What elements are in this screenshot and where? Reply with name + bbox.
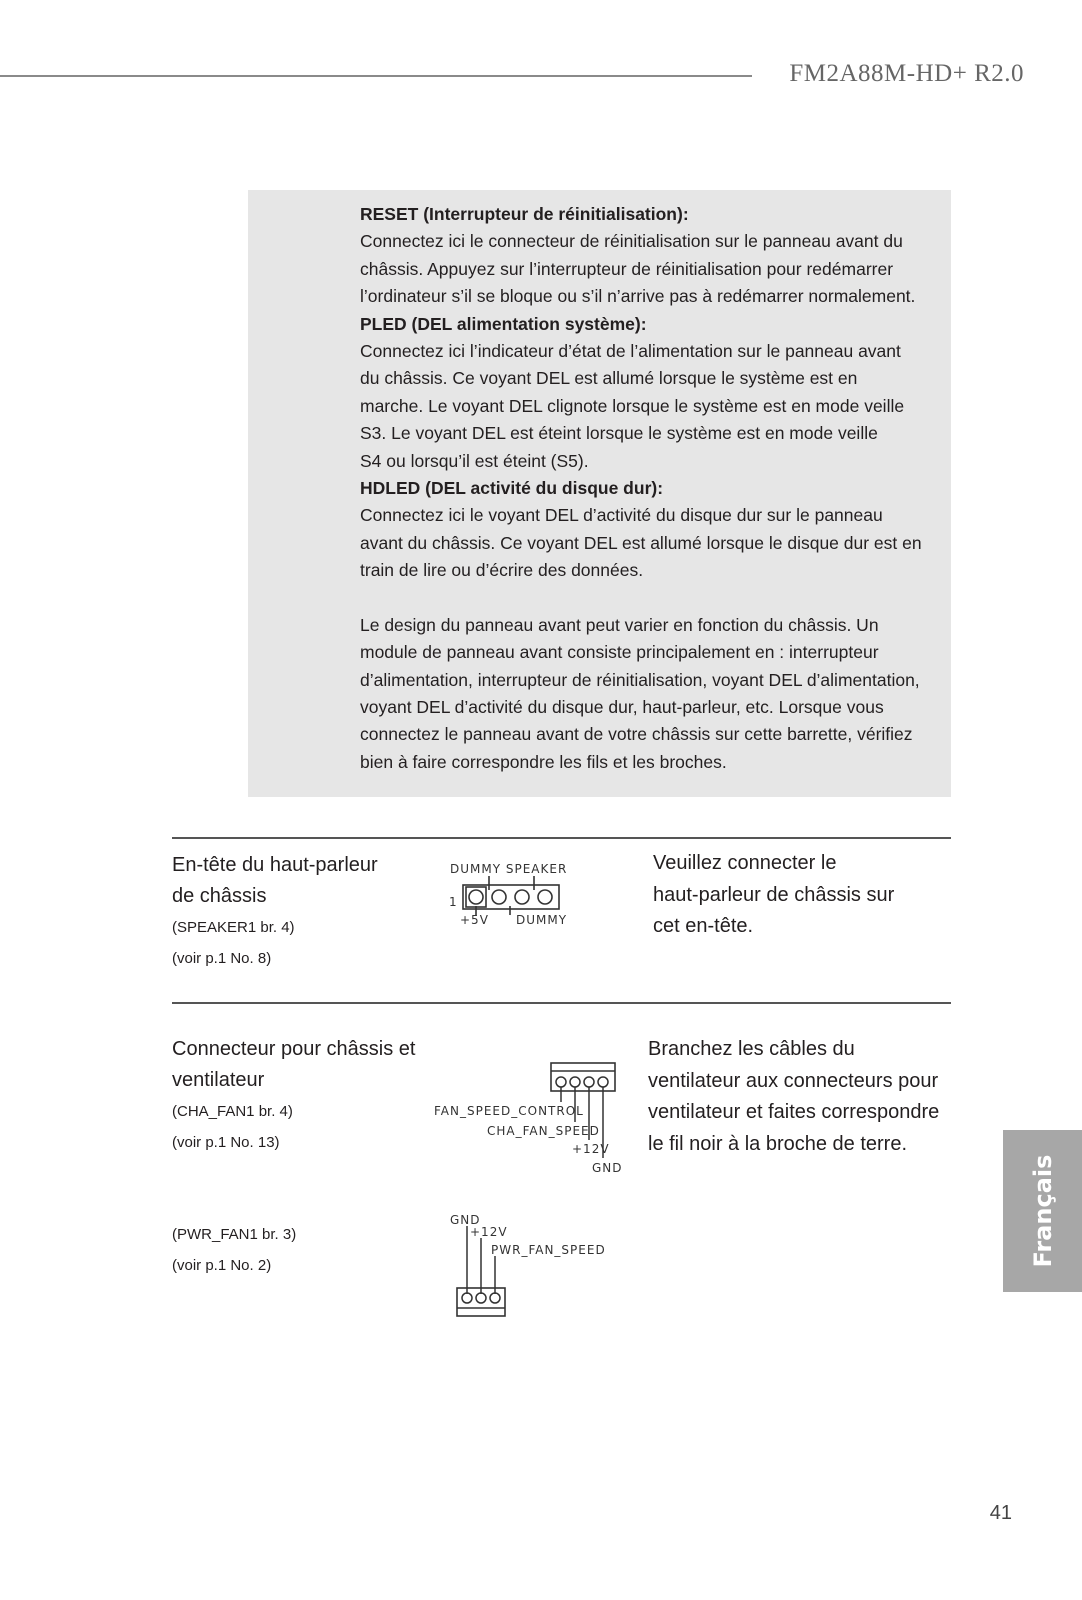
cha-fan-pin <box>598 1077 608 1087</box>
speaker-header-outline <box>463 885 559 909</box>
notes-text <box>360 201 960 776</box>
design-line: bien à faire correspondre les fils et les broches. <box>360 751 727 772</box>
design-line: module de panneau avant consiste principalement en : interrupteur <box>360 642 879 663</box>
speaker-title: En-tête du haut-parleur <box>172 854 378 876</box>
speaker-connector-diagram <box>462 884 562 914</box>
speaker-desc-line: cet en-tête. <box>653 915 754 937</box>
speaker-5v-label: +5V <box>460 913 489 927</box>
speaker-pin <box>492 890 506 904</box>
fan-title: ventilateur <box>172 1069 265 1091</box>
speaker-pin <box>538 890 552 904</box>
pwr-fan-page-ref: (voir p.1 No. 2) <box>172 1257 272 1274</box>
speaker-page-ref: (voir p.1 No. 8) <box>172 950 272 967</box>
pwr-fan-pin <box>490 1293 500 1303</box>
fan-desc-line: ventilateur et faites correspondre <box>648 1101 940 1123</box>
pwr-fan-gnd-label: GND <box>450 1213 481 1227</box>
model-name: FM2A88M-HD+ R2.0 <box>789 60 1024 87</box>
speaker-desc-line: haut-parleur de châssis sur <box>653 883 895 906</box>
cha-fan-speed-label: CHA_FAN_SPEED <box>487 1124 600 1138</box>
speaker-ref: (SPEAKER1 br. 4) <box>172 919 295 936</box>
fan-label <box>172 1034 452 1154</box>
pin1-label: 1 <box>449 895 458 909</box>
pwr-fan-pin <box>462 1293 472 1303</box>
speaker-pin <box>469 890 483 904</box>
fan-desc-line: ventilateur aux connecteurs pour <box>648 1069 939 1092</box>
pled-line: S4 ou lorsqu’il est éteint (S5). <box>360 450 589 471</box>
pwr-fan-12v-label: +12V <box>470 1225 508 1239</box>
hdled-line: avant du châssis. Ce voyant DEL est allumé lorsque le disque dur est en <box>360 532 922 553</box>
reset-line: Connectez ici le connecteur de réinitialisation sur le panneau avant du <box>360 231 903 252</box>
pwr-fan-connector-diagram <box>456 1226 516 1326</box>
paragraph-gap <box>360 585 960 612</box>
pled-line: Connectez ici l’indicateur d’état de l’alimentation sur le panneau avant <box>360 341 901 362</box>
design-line: Le design du panneau avant peut varier en fonction du châssis. Un <box>360 614 879 635</box>
hdled-line: train de lire ou d’écrire des données. <box>360 560 644 581</box>
cha-fan-ref: (CHA_FAN1 br. 4) <box>172 1103 293 1120</box>
fan-desc-line: le fil noir à la broche de terre. <box>648 1132 908 1155</box>
language-tab <box>1003 1130 1082 1292</box>
pled-line: S3. Le voyant DEL est éteint lorsque le système est en mode veille <box>360 423 878 444</box>
section-rule <box>172 1002 951 1004</box>
speaker-description <box>653 848 973 943</box>
pwr-fan-speed-label: PWR_FAN_SPEED <box>491 1243 606 1257</box>
pwr-fan-pin <box>476 1293 486 1303</box>
pwr-fan-label <box>172 1224 432 1277</box>
pled-title: PLED (DEL alimentation système): <box>360 313 647 334</box>
speaker-desc-line: Veuillez connecter le <box>653 852 837 874</box>
reset-line: l’ordinateur s’il se bloque ou s’il n’arrive pas à redémarrer normalement. <box>360 286 916 307</box>
design-line: connectez le panneau avant de votre châssis sur cette barrette, vérifiez <box>360 724 913 745</box>
fan-speed-control-label: FAN_SPEED_CONTROL <box>434 1104 584 1118</box>
pwr-fan-ref: (PWR_FAN1 br. 3) <box>172 1226 297 1243</box>
cha-fan-pin <box>556 1077 566 1087</box>
language-tab-label: Français <box>1028 1154 1057 1268</box>
cha-fan-pin <box>584 1077 594 1087</box>
reset-line: châssis. Appuyez sur l’interrupteur de réinitialisation pour redémarrer <box>360 258 894 279</box>
section-rule <box>172 837 951 839</box>
speaker-dummy-label: DUMMY <box>516 913 568 927</box>
cha-fan-page-ref: (voir p.1 No. 13) <box>172 1134 280 1151</box>
speaker-label <box>172 850 432 970</box>
fan-title: Connecteur pour châssis et <box>172 1038 416 1060</box>
cha-fan-pin <box>570 1077 580 1087</box>
hdled-line: Connectez ici le voyant DEL d’activité du disque dur sur le panneau <box>360 505 883 526</box>
pled-line: du châssis. Ce voyant DEL est allumé lorsque le système est en <box>360 368 858 389</box>
hdled-title: HDLED (DEL activité du disque dur): <box>360 478 664 499</box>
fan-description <box>648 1034 968 1160</box>
design-line: voyant DEL d’activité du disque dur, haut-parleur, etc. Lorsque vous <box>360 696 884 717</box>
header-rule <box>0 75 752 77</box>
speaker-pin <box>515 890 529 904</box>
cha-fan-12v-label: +12V <box>572 1142 610 1156</box>
design-line: d’alimentation, interrupteur de réinitialisation, voyant DEL d’alimentation, <box>360 669 920 690</box>
speaker-top-label: DUMMY SPEAKER <box>450 862 568 876</box>
pled-line: marche. Le voyant DEL clignote lorsque le système est en mode veille <box>360 395 905 416</box>
speaker-title: de châssis <box>172 885 267 907</box>
page-number: 41 <box>989 1502 1012 1524</box>
cha-fan-gnd-label: GND <box>592 1161 623 1175</box>
fan-desc-line: Branchez les câbles du <box>648 1038 855 1060</box>
reset-title: RESET (Interrupteur de réinitialisation): <box>360 204 689 224</box>
